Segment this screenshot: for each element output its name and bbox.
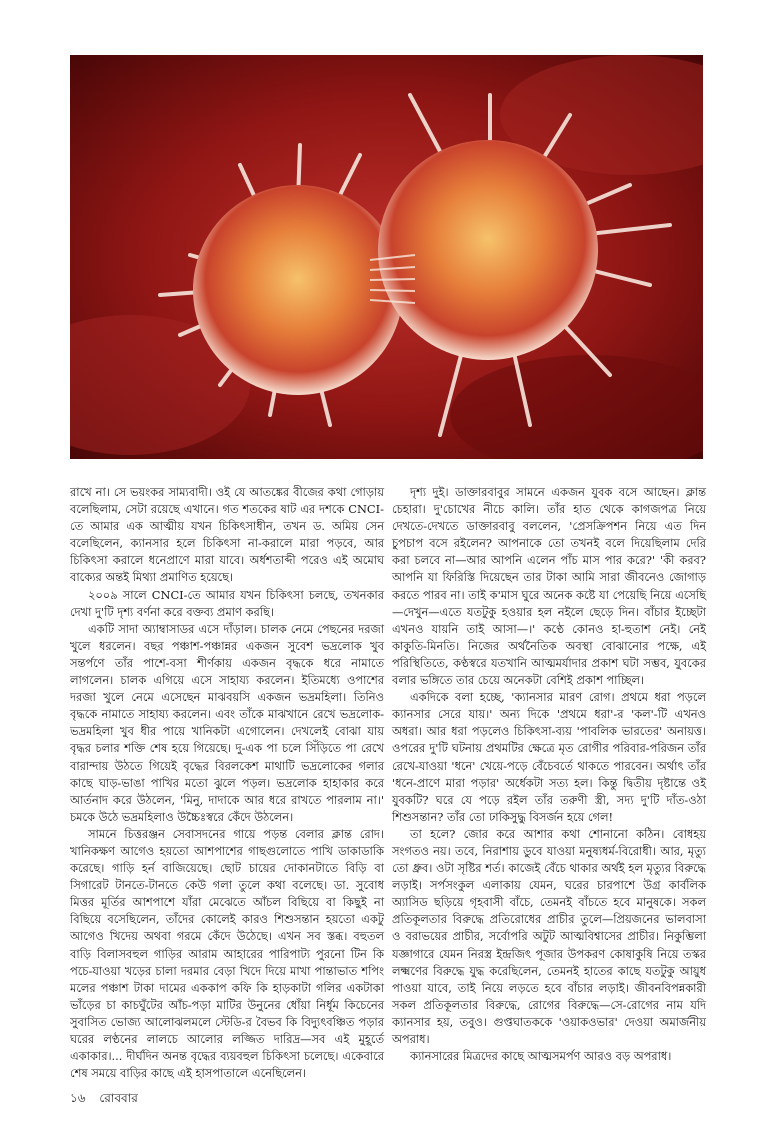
right-column (392, 484, 706, 1065)
page-footer (70, 1090, 148, 1110)
left-paragraph: একটি সাদা অ্যাম্বাসাডর এসে দাঁড়াল। চালক নেমে পেছনের দরজা খুলে ধরলেন। বছর পঞ্চাশ-পঞ্চান্নর একজন সুবেশ ভদ্রলোক খুব সন্তর্পণে তাঁর পাশে-বসা শীর্ণকায় একজন বৃদ্ধকে ধরে নামাতে লাগলেন। চালক এগিয়ে এসে সাহায্য করলেন। ইতিমধ্যে ওপাশের দরজা খুলে নেমে এসেছেন মাঝবয়সি একজন ভদ্রমহিলা। তিনিও বৃদ্ধকে নামাতে সাহায্য করলেন। এবং তাঁকে মাঝখানে রেখে ভদ্রলোক-ভদ্রমহিলা খুব ধীর পায়ে খানিকটা এগোলেন। দেখলেই বোঝা যায় বৃদ্ধর চলার শক্তি শেষ হয়ে গিয়েছে। দু-এক পা চলে সিঁড়িতে পা রেখে বারান্দায় উঠতে গিয়েই বৃদ্ধের বিরলকেশ মাথাটি ভদ্রলোকের গলার কাছে ঘাড়-ভাঙা পাখির মতো ঝুলে পড়ল। ভদ্রলোক হাহাকার করে আর্তনাদ করে উঠলেন, 'মিনু, দাদাকে আর ধরে রাখতে পারলাম না।' চমকে উঠে ভদ্রমহিলাও উচ্চৈঃস্বরে কেঁদে উঠলেন। (70, 621, 384, 824)
right-paragraph: তা হলে? জোর করে আশার কথা শোনানো কঠিন। বোধহয় সংগতও নয়। তবে, নিরাশায় ডুবে যাওয়া মনুষ্যধর্ম-বিরোধী। আর, মৃত্যু তো ধ্রুব। ওটা সৃষ্টির শর্ত। কাজেই বেঁচে থাকার অর্থই হল মৃত্যুর বিরুদ্ধে লড়াই। সর্পসংকুল এলাকায় যেমন, ঘরের চারপাশে উগ্র কার্বলিক অ্যাসিড ছড়িয়ে গৃহবাসী বাঁচে, তেমনই বাঁচতে হবে মানুষকে। সকল প্রতিকূলতার বিরুদ্ধে প্রতিরোধের প্রাচীর তুলে—প্রিয়জনের ভালবাসা ও বরাভয়ের প্রাচীর, সর্বোপরি অটুট আত্মবিশ্বাসের প্রাচীর। নিকুম্ভিলা যজ্ঞাগারে যেমন নিরস্ত্র ইন্দ্রজিৎ পূজার উপকরণ কোষাকুষি নিয়ে তস্কর লক্ষ্মণের বিরুদ্ধে যুদ্ধ করেছিলেন, তেমনই হাতের কাছে যতটুকু আয়ুধ পাওয়া যাবে, তাই নিয়ে লড়তে হবে বাঁচার লড়াই। জীবনবিপন্নকারী সকল প্রতিকূলতার বিরুদ্ধে, রোগের বিরুদ্ধে—সে-রোগের নাম যদি ক্যানসার হয়, তবুও। গুপ্তঘাতককে 'ওয়াকওভার' দেওয়া অমার্জনীয় অপরাধ। (392, 826, 706, 1046)
right-cell (378, 140, 598, 360)
right-paragraph: দৃশ্য দুই। ডাক্তারবাবুর সামনে একজন যুবক বসে আছেন। ক্লান্ত চেহারা। দু'চোখের নীচে কালি। তাঁর হাত থেকে কাগজপত্র নিয়ে দেখতে-দেখতে ডাক্তারবাবু বললেন, 'প্রেসক্রিপশন নিয়ে এত দিন চুপচাপ বসে রইলেন? আপনাকে তো তখনই বলে দিয়েছিলাম দেরি করা চলবে না—আর আপনি এলেন পাঁচ মাস পার করে?' 'কী করব? আপনি যা ফিরিস্তি দিয়েছেন তার টাকা আমি সারা জীবনেও জোগাড় করতে পারব না। তাই ক'মাস ঘুরে অনেক কষ্টে যা পেয়েছি নিয়ে এসেছি—দেখুন—এতে যতটুকু হওয়ার হল নইলে ছেড়ে দিন। বাঁচার ইচ্ছেটা এখনও যায়নি তাই আসা—।' কণ্ঠে কোনও হা-হুতাশ নেই। নেই কাকুতি-মিনতি। নিজের অর্থনৈতিক অবস্থা বোঝানোর পক্ষে, এই পরিস্থিতিতে, কণ্ঠস্বরে যতখানি আত্মমর্যাদার প্রকাশ ঘটা সম্ভব, যুবকের বলার ভঙ্গিতে তার চেয়ে অনেকটা বেশিই প্রকাশ পাচ্ছিল। (392, 485, 706, 688)
left-column (70, 484, 384, 1082)
right-paragraph: একদিকে বলা হচ্ছে, 'ক্যানসার মারণ রোগ। প্রথমে ধরা পড়লে ক্যানসার সেরে যায়।' অন্য দিকে 'প্রথমে ধরা'-র 'কল'-টি এখনও অধরা। আর ধরা পড়লেও চিকিৎসা-ব্যয় 'পাবলিক ভারতের' অনায়ত্ত। ওপরের দু'টি ঘটনায় প্রথমটির ক্ষেত্রে মৃত রোগীর পরিবার-পরিজন তাঁর রেখে-যাওয়া 'ধনে' খেয়ে-পড়ে বেঁচেবর্তে থাকতে পারবেন। অর্থাৎ তাঁর 'ধনে-প্রাণে মারা পড়ার' অর্ধেকটা সত্য হল। কিন্তু দ্বিতীয় দৃষ্টান্তে ওই যুবকটি? ঘরে যে পড়ে রইল তাঁর তরুণী স্ত্রী, সদ্য দু'টি দাঁত-ওঠা শিশুসন্তান? তাঁর তো ঢাকিসুদ্ধু বিসর্জন হয়ে গেল! (392, 690, 706, 824)
page-number: ১৬ (70, 1091, 86, 1105)
left-paragraph: সামনে চিত্তরঞ্জন সেবাসদনের গায়ে পড়ন্ত বেলার ক্লান্ত রোদ। খানিকক্ষণ আগেও হয়তো আশপাশের গাছগুলোতে পাখি ডাকাডাকি করেছে। গাড়ি হর্ন বাজিয়েছে। ছোট চায়ের দোকানটাতে বিড়ি বা সিগারেট টানতে-টানতে কেউ গলা তুলে কথা বলেছে। ডা. সুবোধ মিত্তর মূর্তির আশপাশে যাঁরা মেঝেতে আঁচল বিছিয়ে বা কিছুই না বিছিয়ে বসেছিলেন, তাঁদের কোলেই কারও শিশুসন্তান হয়তো একটু আগেও খিদেয় অথবা গরমে কেঁদে উঠেছে। এখন সব স্তব্ধ। বহুতল বাড়ি বিলাসবহুল গাড়ির আরাম আহারের পারিপাট্য পুরনো টিন কি পচে-যাওয়া খড়ের চালা দরমার বেড়া খিদে দিয়ে মাখা পান্তাভাত শপিং মলের পঞ্চাশ টাকা দামের এককাপ কফি কি হাড়কাটা গলির একটাকা ভাঁড়ের চা কাচঘুঁটের আঁচ-পড়া মাটির উনুনের ধোঁয়া নির্ধূম কিচেনের সুবাসিত ভোজ্য আলোঝলমলে স্টেডি-র বৈভব কি বিদ্যুৎবঞ্চিত পড়ার ঘরের লণ্ঠনের লালচে আলোর লজ্জিত দারিদ্র—সব এই মুহূর্তে একাকার।... দীর্ঘদিন অনন্ত বৃদ্ধের ব্যয়বহুল চিকিৎসা চলেছে। একেবারে শেষ সময়ে বাড়ির কাছে এই হাসপাতালে এনেছিলেন। (70, 826, 384, 1081)
right-paragraph: ক্যানসারের মিত্রদের কাছে আত্মসমর্পণ আরও বড় অপরাধ। (410, 1049, 672, 1064)
magazine-name: রোববার (99, 1091, 138, 1105)
left-paragraph: রাখে না। সে ভয়ংকর সাম্যবাদী। ওই যে আতঙ্কের বীজের কথা গোড়ায় বলেছিলাম, সেটা রয়েছে এখানে। গত শতকের ষাট এর দশকে CNCI-তে আমার এক আত্মীয় যখন চিকিৎসাধীন, তখন ড. অমিয় সেন বলেছিলেন, ক্যানসার হলে চিকিৎসা না-করালে মারা পড়বে, আর চিকিৎসা করালে ধনেপ্রাণে মারা যাবে। অর্ধশতাব্দী পরেও এই অমোঘ বাক্যের অন্তই মিথ্যা প্রমাণিত হয়েছে। (70, 485, 384, 585)
cancer-cell-photo (70, 55, 703, 459)
left-paragraph: ২০০৯ সালে CNCI-তে আমার যখন চিকিৎসা চলছে, তখনকার দেখা দু'টি দৃশ্য বর্ণনা করে বক্তব্য প্রমাণ করছি। (70, 587, 384, 619)
